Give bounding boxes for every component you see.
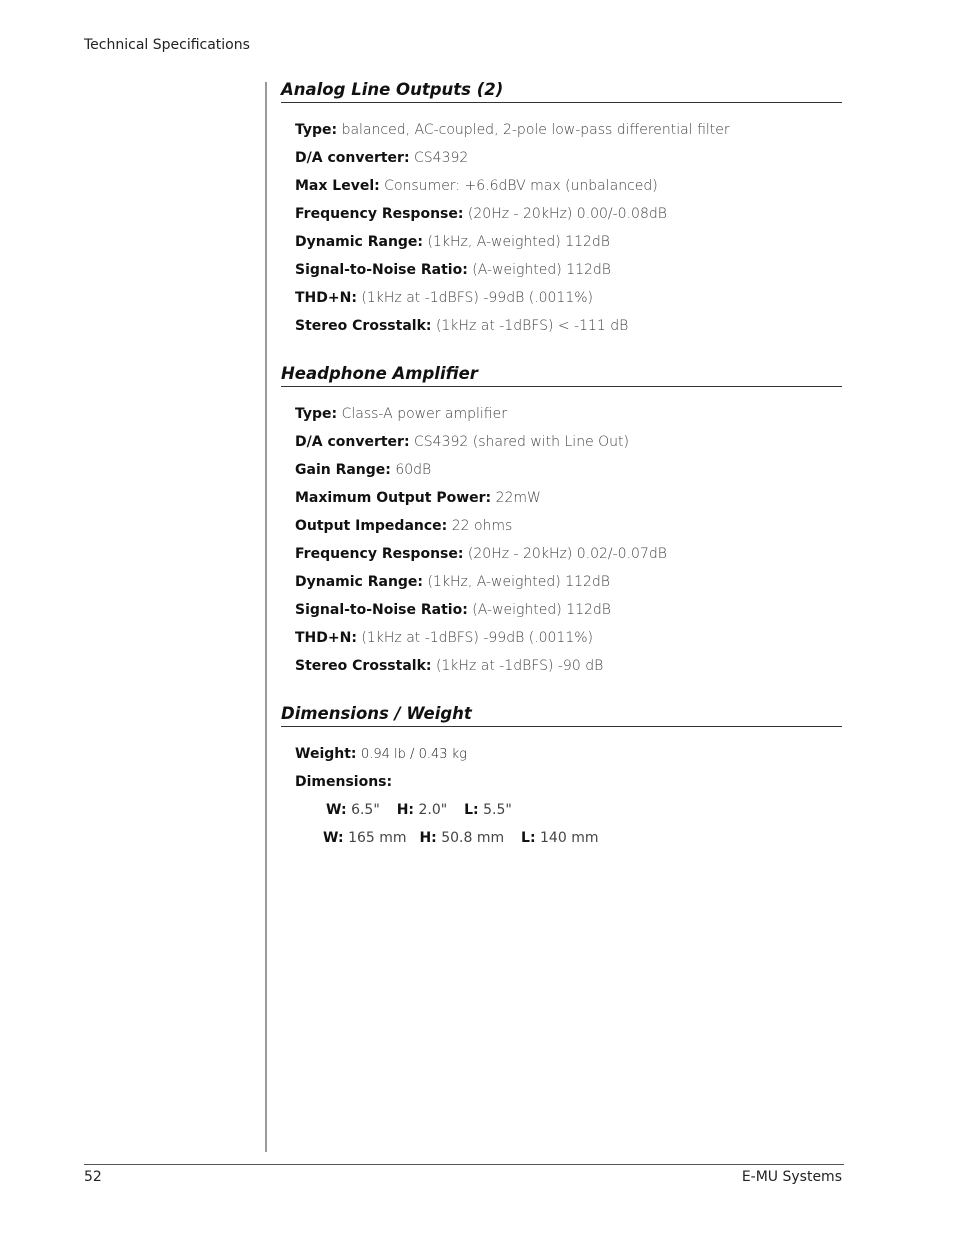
spec-label: Dimensions: xyxy=(295,774,393,790)
spec-row xyxy=(295,148,842,176)
margin-rule xyxy=(265,82,267,1152)
section-analog-line-outputs xyxy=(281,80,842,344)
spec-value: (A-weighted) 112dB xyxy=(472,262,611,278)
width-label: W: xyxy=(326,802,347,818)
height-label: H: xyxy=(396,802,415,818)
spec-row xyxy=(295,572,842,600)
width-value: 165 mm xyxy=(348,830,407,846)
spec-row xyxy=(295,120,842,148)
spec-row xyxy=(295,600,842,628)
height-label: H: xyxy=(419,830,437,846)
spec-row xyxy=(295,488,842,516)
footer-company: E-MU Systems xyxy=(741,1169,842,1185)
length-value: 140 mm xyxy=(540,830,599,846)
spec-row xyxy=(295,176,842,204)
spec-value: (20Hz - 20kHz) 0.02/-0.07dB xyxy=(467,546,667,562)
spec-list xyxy=(281,120,842,344)
spec-value: Consumer: +6.6dBV max (unbalanced) xyxy=(384,178,658,194)
spec-row xyxy=(295,544,842,572)
dimensions-imperial xyxy=(295,800,842,828)
spec-row xyxy=(295,260,842,288)
spec-value: (1kHz at -1dBFS) -99dB (.0011%) xyxy=(361,630,594,646)
spec-label: Stereo Crosstalk: xyxy=(295,658,432,674)
spec-value: (1kHz at -1dBFS) < -111 dB xyxy=(435,318,629,334)
spec-label: Frequency Response: xyxy=(295,546,464,562)
spec-row xyxy=(295,288,842,316)
spec-row xyxy=(295,628,842,656)
spec-value: (1kHz at -1dBFS) -99dB (.0011%) xyxy=(361,290,594,306)
spec-value: balanced, AC-coupled, 2-pole low-pass differential filter xyxy=(341,122,730,138)
spec-label: Stereo Crosstalk: xyxy=(295,318,432,334)
spec-value: CS4392 (shared with Line Out) xyxy=(414,434,629,450)
spec-label: Maximum Output Power: xyxy=(295,490,492,506)
spec-label: Type: xyxy=(295,406,338,422)
running-header: Technical Specifications xyxy=(84,37,250,53)
spec-row xyxy=(295,204,842,232)
spec-label: Signal-to-Noise Ratio: xyxy=(295,602,468,618)
spec-label: Type: xyxy=(295,122,338,138)
spec-value: (1kHz, A-weighted) 112dB xyxy=(427,234,610,250)
spec-row xyxy=(295,516,842,544)
spec-value: 22mW xyxy=(495,490,541,506)
section-dimensions-weight xyxy=(281,704,842,856)
spec-value: 0.94 lb / 0.43 kg xyxy=(360,747,467,762)
length-label: L: xyxy=(464,802,479,818)
spec-value: 60dB xyxy=(395,462,432,478)
spec-list xyxy=(281,744,842,856)
spec-label: THD+N: xyxy=(295,630,357,646)
height-value: 50.8 mm xyxy=(441,830,505,846)
spec-label: D/A converter: xyxy=(295,150,410,166)
spec-label: Signal-to-Noise Ratio: xyxy=(295,262,468,278)
footer-rule xyxy=(84,1164,844,1165)
spec-row xyxy=(295,656,842,684)
spec-label: Weight: xyxy=(295,746,357,762)
spec-row xyxy=(295,404,842,432)
spec-value: (20Hz - 20kHz) 0.00/-0.08dB xyxy=(467,206,667,222)
height-value: 2.0" xyxy=(418,802,448,818)
section-title: Headphone Amplifier xyxy=(281,364,842,387)
spec-row xyxy=(295,432,842,460)
spec-value: (1kHz, A-weighted) 112dB xyxy=(427,574,610,590)
page-number: 52 xyxy=(84,1169,102,1185)
spec-label: Dynamic Range: xyxy=(295,574,424,590)
length-label: L: xyxy=(521,830,536,846)
dimensions-metric xyxy=(295,828,842,856)
spec-label: Dynamic Range: xyxy=(295,234,424,250)
width-label: W: xyxy=(323,830,344,846)
section-title: Analog Line Outputs (2) xyxy=(281,80,842,103)
width-value: 6.5" xyxy=(351,802,380,818)
spec-label: Frequency Response: xyxy=(295,206,464,222)
spec-list xyxy=(281,404,842,684)
spec-label: D/A converter: xyxy=(295,434,410,450)
spec-row-dimensions xyxy=(295,772,842,800)
spec-row xyxy=(295,316,842,344)
spec-value: 22 ohms xyxy=(451,518,513,534)
spec-label: Output Impedance: xyxy=(295,518,448,534)
spec-value: (1kHz at -1dBFS) -90 dB xyxy=(435,658,604,674)
spec-value: Class-A power amplifier xyxy=(341,406,507,422)
spec-row xyxy=(295,460,842,488)
spec-value: (A-weighted) 112dB xyxy=(472,602,611,618)
spec-label: THD+N: xyxy=(295,290,357,306)
spec-row-weight xyxy=(295,744,842,772)
section-headphone-amplifier xyxy=(281,364,842,684)
length-value: 5.5" xyxy=(483,802,512,818)
spec-label: Gain Range: xyxy=(295,462,391,478)
spec-row xyxy=(295,232,842,260)
spec-value: CS4392 xyxy=(414,150,469,166)
spec-label: Max Level: xyxy=(295,178,380,194)
section-title: Dimensions / Weight xyxy=(281,704,842,727)
